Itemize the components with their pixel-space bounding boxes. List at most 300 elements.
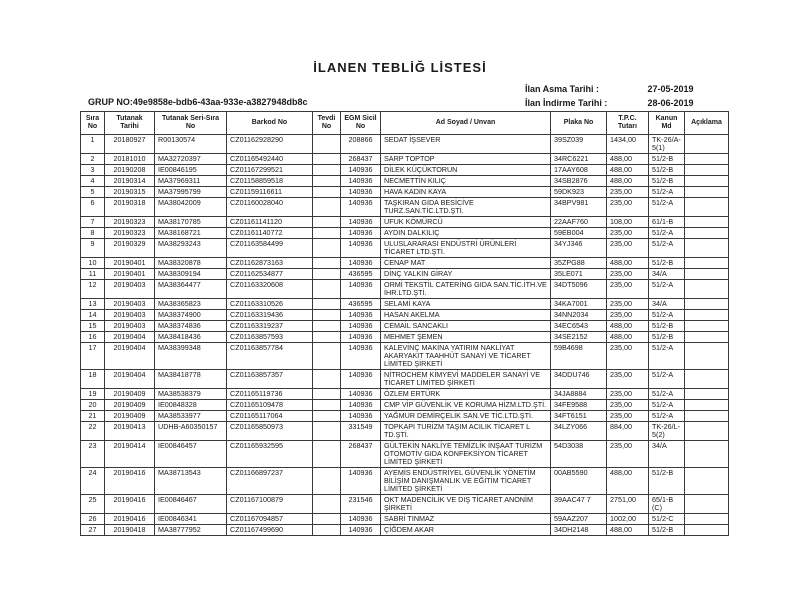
cell-barkod-no: CZ01166897237 [227, 468, 313, 495]
cell-kanun-md: 51/2-A [649, 198, 685, 217]
cell-seri-sira-no: MA38374836 [155, 321, 227, 332]
cell-tpc-tutari: 235,00 [607, 299, 649, 310]
cell-barkod-no: CZ01161141120 [227, 217, 313, 228]
cell-barkod-no: CZ01163857357 [227, 370, 313, 389]
cell-barkod-no: CZ01165117064 [227, 411, 313, 422]
cell-kanun-md: 34/A [649, 441, 685, 468]
cell-tevdi-no [313, 228, 341, 239]
cell-ad-soyad-unvan: UFUK KÖMÜRCÜ [381, 217, 551, 228]
cell-barkod-no: CZ01163310526 [227, 299, 313, 310]
table-row [81, 332, 729, 343]
cell-tutanak-tarihi: 20190409 [105, 389, 155, 400]
cell-barkod-no: CZ01165932595 [227, 441, 313, 468]
cell-tevdi-no [313, 135, 341, 154]
cell-tpc-tutari: 488,00 [607, 176, 649, 187]
cell-aciklama [685, 217, 729, 228]
cell-plaka-no: 34KA7001 [551, 299, 607, 310]
table-row [81, 525, 729, 536]
grup-no: GRUP NO:49e9858e-bdb6-43aa-933e-a3827948db8c [88, 97, 308, 107]
cell-sira-no: 25 [81, 495, 105, 514]
cell-ad-soyad-unvan: KALEVİNÇ MAKİNA YATIRIM NAKLİYAT AKARYAKIT TAAHHÜT SANAYİ VE TİCARET LİMİTED ŞİRKETİ [381, 343, 551, 370]
cell-tevdi-no [313, 198, 341, 217]
table-row [81, 258, 729, 269]
cell-aciklama [685, 370, 729, 389]
cell-barkod-no: CZ01165109478 [227, 400, 313, 411]
cell-plaka-no: 54D3038 [551, 441, 607, 468]
header-tevdi-no: Tevdi No [313, 112, 341, 135]
cell-aciklama [685, 299, 729, 310]
table-row [81, 422, 729, 441]
cell-tevdi-no [313, 422, 341, 441]
cell-seri-sira-no: IE00846195 [155, 165, 227, 176]
cell-plaka-no: 35LE071 [551, 269, 607, 280]
cell-plaka-no: 34FE9588 [551, 400, 607, 411]
cell-kanun-md: 51/2-A [649, 343, 685, 370]
cell-kanun-md: TK-26/L-5(2) [649, 422, 685, 441]
cell-plaka-no: 34EC6543 [551, 321, 607, 332]
table-row [81, 514, 729, 525]
cell-egm-sicil-no: 140936 [341, 198, 381, 217]
cell-kanun-md: TK-26/A-5(1) [649, 135, 685, 154]
header-tutanak-seri-sira-no: Tutanak Seri-Sıra No [155, 112, 227, 135]
cell-tpc-tutari: 488,00 [607, 525, 649, 536]
cell-seri-sira-no: IE00848328 [155, 400, 227, 411]
cell-aciklama [685, 176, 729, 187]
cell-egm-sicil-no: 140936 [341, 280, 381, 299]
cell-egm-sicil-no: 436595 [341, 269, 381, 280]
cell-ad-soyad-unvan: CMP VİP GÜVENLİK VE KORUMA HİZM.LTD.ŞTİ. [381, 400, 551, 411]
table-row [81, 239, 729, 258]
cell-seri-sira-no: MA38042009 [155, 198, 227, 217]
cell-egm-sicil-no: 140936 [341, 389, 381, 400]
cell-seri-sira-no: MA38777952 [155, 525, 227, 536]
cell-aciklama [685, 332, 729, 343]
cell-egm-sicil-no: 140936 [341, 258, 381, 269]
cell-tutanak-tarihi: 20190318 [105, 198, 155, 217]
cell-sira-no: 16 [81, 332, 105, 343]
cell-egm-sicil-no: 231546 [341, 495, 381, 514]
header-tpc-tutari: T.P.C. Tutarı [607, 112, 649, 135]
cell-kanun-md: 34/A [649, 269, 685, 280]
cell-kanun-md: 51/2-B [649, 258, 685, 269]
cell-plaka-no: 34DT5096 [551, 280, 607, 299]
cell-aciklama [685, 135, 729, 154]
cell-tevdi-no [313, 258, 341, 269]
table-row [81, 187, 729, 198]
cell-tpc-tutari: 108,00 [607, 217, 649, 228]
cell-tpc-tutari: 1002,00 [607, 514, 649, 525]
table-body [81, 135, 729, 536]
cell-ad-soyad-unvan: MEHMET ŞEMEN [381, 332, 551, 343]
cell-tutanak-tarihi: 20190208 [105, 165, 155, 176]
cell-egm-sicil-no: 140936 [341, 332, 381, 343]
cell-plaka-no: 59EB004 [551, 228, 607, 239]
cell-tpc-tutari: 1434,00 [607, 135, 649, 154]
cell-ad-soyad-unvan: ÇİĞDEM AKAR [381, 525, 551, 536]
cell-kanun-md: 51/2-A [649, 370, 685, 389]
cell-tevdi-no [313, 154, 341, 165]
cell-tutanak-tarihi: 20190315 [105, 187, 155, 198]
header-sira-no: Sıra No [81, 112, 105, 135]
cell-seri-sira-no: IE00846467 [155, 495, 227, 514]
cell-tutanak-tarihi: 20190401 [105, 258, 155, 269]
cell-tpc-tutari: 884,00 [607, 422, 649, 441]
table-row [81, 154, 729, 165]
cell-ad-soyad-unvan: AYDIN DALKILIÇ [381, 228, 551, 239]
cell-sira-no: 23 [81, 441, 105, 468]
cell-barkod-no: CZ01167094857 [227, 514, 313, 525]
cell-plaka-no: 39SZ039 [551, 135, 607, 154]
cell-barkod-no: CZ01162928290 [227, 135, 313, 154]
cell-aciklama [685, 495, 729, 514]
cell-tevdi-no [313, 176, 341, 187]
table-row [81, 441, 729, 468]
cell-barkod-no: CZ01161140772 [227, 228, 313, 239]
cell-egm-sicil-no: 140936 [341, 400, 381, 411]
cell-sira-no: 24 [81, 468, 105, 495]
cell-egm-sicil-no: 140936 [341, 310, 381, 321]
cell-tutanak-tarihi: 20190403 [105, 280, 155, 299]
cell-seri-sira-no: MA38365823 [155, 299, 227, 310]
cell-barkod-no: CZ01163320608 [227, 280, 313, 299]
cell-egm-sicil-no: 208866 [341, 135, 381, 154]
cell-kanun-md: 51/2-A [649, 228, 685, 239]
cell-kanun-md: 51/2-A [649, 239, 685, 258]
cell-sira-no: 15 [81, 321, 105, 332]
cell-tevdi-no [313, 389, 341, 400]
cell-sira-no: 1 [81, 135, 105, 154]
header-egm-sicil-no: EGM Sicil No [341, 112, 381, 135]
table-row [81, 343, 729, 370]
cell-plaka-no: 34SB2876 [551, 176, 607, 187]
ilan-asma-row [525, 84, 694, 94]
header-plaka-no: Plaka No [551, 112, 607, 135]
cell-tpc-tutari: 235,00 [607, 310, 649, 321]
cell-egm-sicil-no: 331549 [341, 422, 381, 441]
cell-aciklama [685, 525, 729, 536]
cell-ad-soyad-unvan: NECMETTİN KILIÇ [381, 176, 551, 187]
table-row [81, 495, 729, 514]
cell-egm-sicil-no: 140936 [341, 176, 381, 187]
cell-kanun-md: 51/2-B [649, 468, 685, 495]
cell-kanun-md: 51/2-B [649, 176, 685, 187]
cell-plaka-no: 17AAY608 [551, 165, 607, 176]
cell-kanun-md: 51/2-B [649, 165, 685, 176]
cell-barkod-no: CZ01160028040 [227, 198, 313, 217]
cell-aciklama [685, 280, 729, 299]
cell-ad-soyad-unvan: SARP TOPTOP [381, 154, 551, 165]
cell-plaka-no: 39AAC47 7 [551, 495, 607, 514]
cell-seri-sira-no: R00130574 [155, 135, 227, 154]
cell-kanun-md: 51/2-A [649, 310, 685, 321]
cell-sira-no: 22 [81, 422, 105, 441]
cell-tutanak-tarihi: 20190323 [105, 217, 155, 228]
cell-seri-sira-no: MA38293243 [155, 239, 227, 258]
cell-barkod-no: CZ01163319436 [227, 310, 313, 321]
cell-tevdi-no [313, 217, 341, 228]
cell-aciklama [685, 154, 729, 165]
cell-tpc-tutari: 488,00 [607, 258, 649, 269]
cell-tutanak-tarihi: 20190418 [105, 525, 155, 536]
teblig-table [80, 111, 729, 536]
table-row [81, 217, 729, 228]
cell-kanun-md: 51/2-A [649, 411, 685, 422]
cell-tutanak-tarihi: 20190409 [105, 400, 155, 411]
cell-tpc-tutari: 235,00 [607, 343, 649, 370]
cell-aciklama [685, 321, 729, 332]
cell-plaka-no: 59AAZ207 [551, 514, 607, 525]
cell-aciklama [685, 441, 729, 468]
cell-kanun-md: 51/2-A [649, 400, 685, 411]
cell-tutanak-tarihi: 20190403 [105, 299, 155, 310]
cell-tpc-tutari: 2751,00 [607, 495, 649, 514]
cell-egm-sicil-no: 268437 [341, 441, 381, 468]
cell-ad-soyad-unvan: OKT MADENCİLİK VE DIŞ TİCARET ANONİM ŞİRKETİ [381, 495, 551, 514]
cell-aciklama [685, 411, 729, 422]
cell-tpc-tutari: 235,00 [607, 239, 649, 258]
cell-tutanak-tarihi: 20190409 [105, 411, 155, 422]
cell-ad-soyad-unvan: CENAP MAT [381, 258, 551, 269]
cell-ad-soyad-unvan: SELAMİ KAYA [381, 299, 551, 310]
table-row [81, 228, 729, 239]
cell-tevdi-no [313, 441, 341, 468]
cell-seri-sira-no: MA37969311 [155, 176, 227, 187]
cell-ad-soyad-unvan: NİTROCHEM KİMYEVİ MADDELER SANAYİ VE TİCARET LİMİTED ŞİRKETİ [381, 370, 551, 389]
cell-aciklama [685, 422, 729, 441]
cell-sira-no: 17 [81, 343, 105, 370]
header-ad-soyad-unvan: Ad Soyad / Unvan [381, 112, 551, 135]
cell-tutanak-tarihi: 20190413 [105, 422, 155, 441]
cell-kanun-md: 51/2-A [649, 389, 685, 400]
cell-seri-sira-no: MA38538379 [155, 389, 227, 400]
cell-seri-sira-no: MA38168721 [155, 228, 227, 239]
cell-tpc-tutari: 488,00 [607, 332, 649, 343]
cell-seri-sira-no: MA38418778 [155, 370, 227, 389]
cell-plaka-no: 34FT6151 [551, 411, 607, 422]
cell-sira-no: 3 [81, 165, 105, 176]
cell-seri-sira-no: MA37995799 [155, 187, 227, 198]
cell-barkod-no: CZ01167100879 [227, 495, 313, 514]
cell-tpc-tutari: 235,00 [607, 411, 649, 422]
cell-aciklama [685, 468, 729, 495]
cell-tutanak-tarihi: 20190404 [105, 332, 155, 343]
ilan-indirme-row [525, 98, 694, 108]
table-row [81, 468, 729, 495]
cell-sira-no: 20 [81, 400, 105, 411]
cell-tevdi-no [313, 514, 341, 525]
cell-sira-no: 2 [81, 154, 105, 165]
table-row [81, 400, 729, 411]
cell-plaka-no: 34DDU746 [551, 370, 607, 389]
cell-ad-soyad-unvan: CEMAİL SANCAKLI [381, 321, 551, 332]
cell-sira-no: 12 [81, 280, 105, 299]
cell-seri-sira-no: MA38309194 [155, 269, 227, 280]
cell-barkod-no: CZ01165492440 [227, 154, 313, 165]
table-row [81, 370, 729, 389]
cell-tpc-tutari: 488,00 [607, 154, 649, 165]
cell-tutanak-tarihi: 20190323 [105, 228, 155, 239]
cell-tevdi-no [313, 280, 341, 299]
page-title: İLANEN TEBLİĞ LİSTESİ [313, 60, 487, 75]
cell-kanun-md: 51/2-B [649, 332, 685, 343]
cell-plaka-no: 59B4698 [551, 343, 607, 370]
header-barkod-no: Barkod No [227, 112, 313, 135]
cell-tpc-tutari: 235,00 [607, 441, 649, 468]
cell-egm-sicil-no: 140936 [341, 525, 381, 536]
table-header-row [81, 112, 729, 135]
cell-sira-no: 14 [81, 310, 105, 321]
cell-barkod-no: CZ01165850973 [227, 422, 313, 441]
cell-tevdi-no [313, 269, 341, 280]
cell-sira-no: 13 [81, 299, 105, 310]
table-row [81, 269, 729, 280]
cell-seri-sira-no: MA38364477 [155, 280, 227, 299]
cell-tevdi-no [313, 411, 341, 422]
cell-seri-sira-no: MA38418436 [155, 332, 227, 343]
cell-aciklama [685, 228, 729, 239]
cell-kanun-md: 51/2-A [649, 280, 685, 299]
cell-tutanak-tarihi: 20190404 [105, 343, 155, 370]
cell-tpc-tutari: 235,00 [607, 198, 649, 217]
cell-egm-sicil-no: 140936 [341, 514, 381, 525]
cell-ad-soyad-unvan: TAŞKIRAN GIDA BESİCİVE TURZ.SAN.TİC.LTD.ŞTİ. [381, 198, 551, 217]
cell-sira-no: 4 [81, 176, 105, 187]
table-row [81, 389, 729, 400]
cell-tpc-tutari: 235,00 [607, 370, 649, 389]
cell-aciklama [685, 269, 729, 280]
cell-seri-sira-no: IE00846457 [155, 441, 227, 468]
cell-ad-soyad-unvan: SEDAT İŞSEVER [381, 135, 551, 154]
cell-plaka-no: 59DK923 [551, 187, 607, 198]
cell-kanun-md: 51/2-B [649, 154, 685, 165]
cell-seri-sira-no: MA38399348 [155, 343, 227, 370]
cell-plaka-no: 34NN2034 [551, 310, 607, 321]
cell-tevdi-no [313, 321, 341, 332]
cell-plaka-no: 34YJ346 [551, 239, 607, 258]
cell-aciklama [685, 310, 729, 321]
cell-ad-soyad-unvan: SABRİ TINMAZ [381, 514, 551, 525]
cell-tevdi-no [313, 165, 341, 176]
cell-seri-sira-no: MA38170785 [155, 217, 227, 228]
cell-seri-sira-no: MA38533977 [155, 411, 227, 422]
cell-ad-soyad-unvan: DİNÇ YALKIN GİRAY [381, 269, 551, 280]
cell-seri-sira-no: MA32720397 [155, 154, 227, 165]
cell-tutanak-tarihi: 20190329 [105, 239, 155, 258]
cell-plaka-no: 34SE2152 [551, 332, 607, 343]
cell-ad-soyad-unvan: YAĞMUR DEMİRÇELİK SAN.VE TİC.LTD.ŞTİ. [381, 411, 551, 422]
cell-egm-sicil-no: 140936 [341, 468, 381, 495]
cell-egm-sicil-no: 140936 [341, 239, 381, 258]
cell-tevdi-no [313, 187, 341, 198]
table-row [81, 280, 729, 299]
cell-kanun-md: 61/1-B [649, 217, 685, 228]
cell-tevdi-no [313, 370, 341, 389]
cell-tutanak-tarihi: 20190416 [105, 468, 155, 495]
cell-sira-no: 18 [81, 370, 105, 389]
cell-sira-no: 26 [81, 514, 105, 525]
cell-tpc-tutari: 235,00 [607, 389, 649, 400]
cell-barkod-no: CZ01167299521 [227, 165, 313, 176]
table-row [81, 310, 729, 321]
cell-barkod-no: CZ01162873163 [227, 258, 313, 269]
cell-sira-no: 8 [81, 228, 105, 239]
table-row [81, 198, 729, 217]
cell-ad-soyad-unvan: TOPKAPI TURİZM TAŞIM ACILIK TİCARET L TD.ŞTİ. [381, 422, 551, 441]
cell-tevdi-no [313, 400, 341, 411]
cell-egm-sicil-no: 268437 [341, 154, 381, 165]
cell-tutanak-tarihi: 20181010 [105, 154, 155, 165]
cell-ad-soyad-unvan: AYEMİS ENDÜSTRİYEL GÜVENLİK YÖNETİM BİLİŞİM DANIŞMANLIK VE EĞİTİM TİCARET LİMİTED ŞİRKETİ [381, 468, 551, 495]
cell-ad-soyad-unvan: ORMİ TEKSTİL CATERİNG GIDA SAN.TİC.İTH.VE İHR.LTD.ŞTİ. [381, 280, 551, 299]
ilan-indirme-label: İlan İndirme Tarihi : [525, 98, 608, 108]
cell-sira-no: 21 [81, 411, 105, 422]
table-row [81, 411, 729, 422]
cell-sira-no: 19 [81, 389, 105, 400]
cell-tutanak-tarihi: 20190314 [105, 176, 155, 187]
cell-aciklama [685, 514, 729, 525]
cell-tutanak-tarihi: 20190416 [105, 514, 155, 525]
ilan-asma-label: İlan Asma Tarihi : [525, 84, 600, 94]
cell-seri-sira-no: MA38320878 [155, 258, 227, 269]
cell-egm-sicil-no: 140936 [341, 411, 381, 422]
cell-sira-no: 11 [81, 269, 105, 280]
cell-tpc-tutari: 235,00 [607, 280, 649, 299]
header-tutanak-tarihi: Tutanak Tarihi [105, 112, 155, 135]
ilan-indirme-value: 28-06-2019 [647, 98, 694, 108]
cell-tutanak-tarihi: 20190414 [105, 441, 155, 468]
cell-kanun-md: 51/2-B [649, 525, 685, 536]
ilan-asma-value: 27-05-2019 [647, 84, 694, 94]
cell-egm-sicil-no: 140936 [341, 187, 381, 198]
cell-tevdi-no [313, 310, 341, 321]
cell-tpc-tutari: 235,00 [607, 269, 649, 280]
cell-ad-soyad-unvan: GÜLTEKİN NAKLİYE TEMİZLİK İNŞAAT TURİZM OTOMOTİV GIDA KONFEKSİYON TİCARET LİMİTED ŞİRKETİ [381, 441, 551, 468]
cell-tpc-tutari: 235,00 [607, 400, 649, 411]
cell-plaka-no: 00AB5590 [551, 468, 607, 495]
cell-tpc-tutari: 235,00 [607, 187, 649, 198]
cell-seri-sira-no: MA38374900 [155, 310, 227, 321]
cell-barkod-no: CZ01163584499 [227, 239, 313, 258]
cell-aciklama [685, 198, 729, 217]
cell-ad-soyad-unvan: HAVA KADIN KAYA [381, 187, 551, 198]
cell-seri-sira-no: IE00846341 [155, 514, 227, 525]
cell-plaka-no: 34JA8884 [551, 389, 607, 400]
cell-egm-sicil-no: 140936 [341, 165, 381, 176]
cell-tpc-tutari: 488,00 [607, 468, 649, 495]
cell-egm-sicil-no: 436595 [341, 299, 381, 310]
table-row [81, 299, 729, 310]
cell-aciklama [685, 389, 729, 400]
cell-aciklama [685, 258, 729, 269]
cell-tutanak-tarihi: 20190416 [105, 495, 155, 514]
cell-ad-soyad-unvan: ULUSLARARASI ENDÜSTRİ ÜRÜNLERİ TİCARET LTD.ŞTİ. [381, 239, 551, 258]
cell-plaka-no: 35ZPG88 [551, 258, 607, 269]
cell-sira-no: 9 [81, 239, 105, 258]
cell-kanun-md: 51/2-A [649, 187, 685, 198]
table-row [81, 321, 729, 332]
cell-sira-no: 5 [81, 187, 105, 198]
cell-egm-sicil-no: 140936 [341, 321, 381, 332]
cell-plaka-no: 22AAF760 [551, 217, 607, 228]
cell-egm-sicil-no: 140936 [341, 370, 381, 389]
cell-tpc-tutari: 235,00 [607, 228, 649, 239]
cell-barkod-no: CZ01165119736 [227, 389, 313, 400]
cell-egm-sicil-no: 140936 [341, 228, 381, 239]
cell-aciklama [685, 165, 729, 176]
table-row [81, 165, 729, 176]
cell-sira-no: 7 [81, 217, 105, 228]
cell-aciklama [685, 239, 729, 258]
